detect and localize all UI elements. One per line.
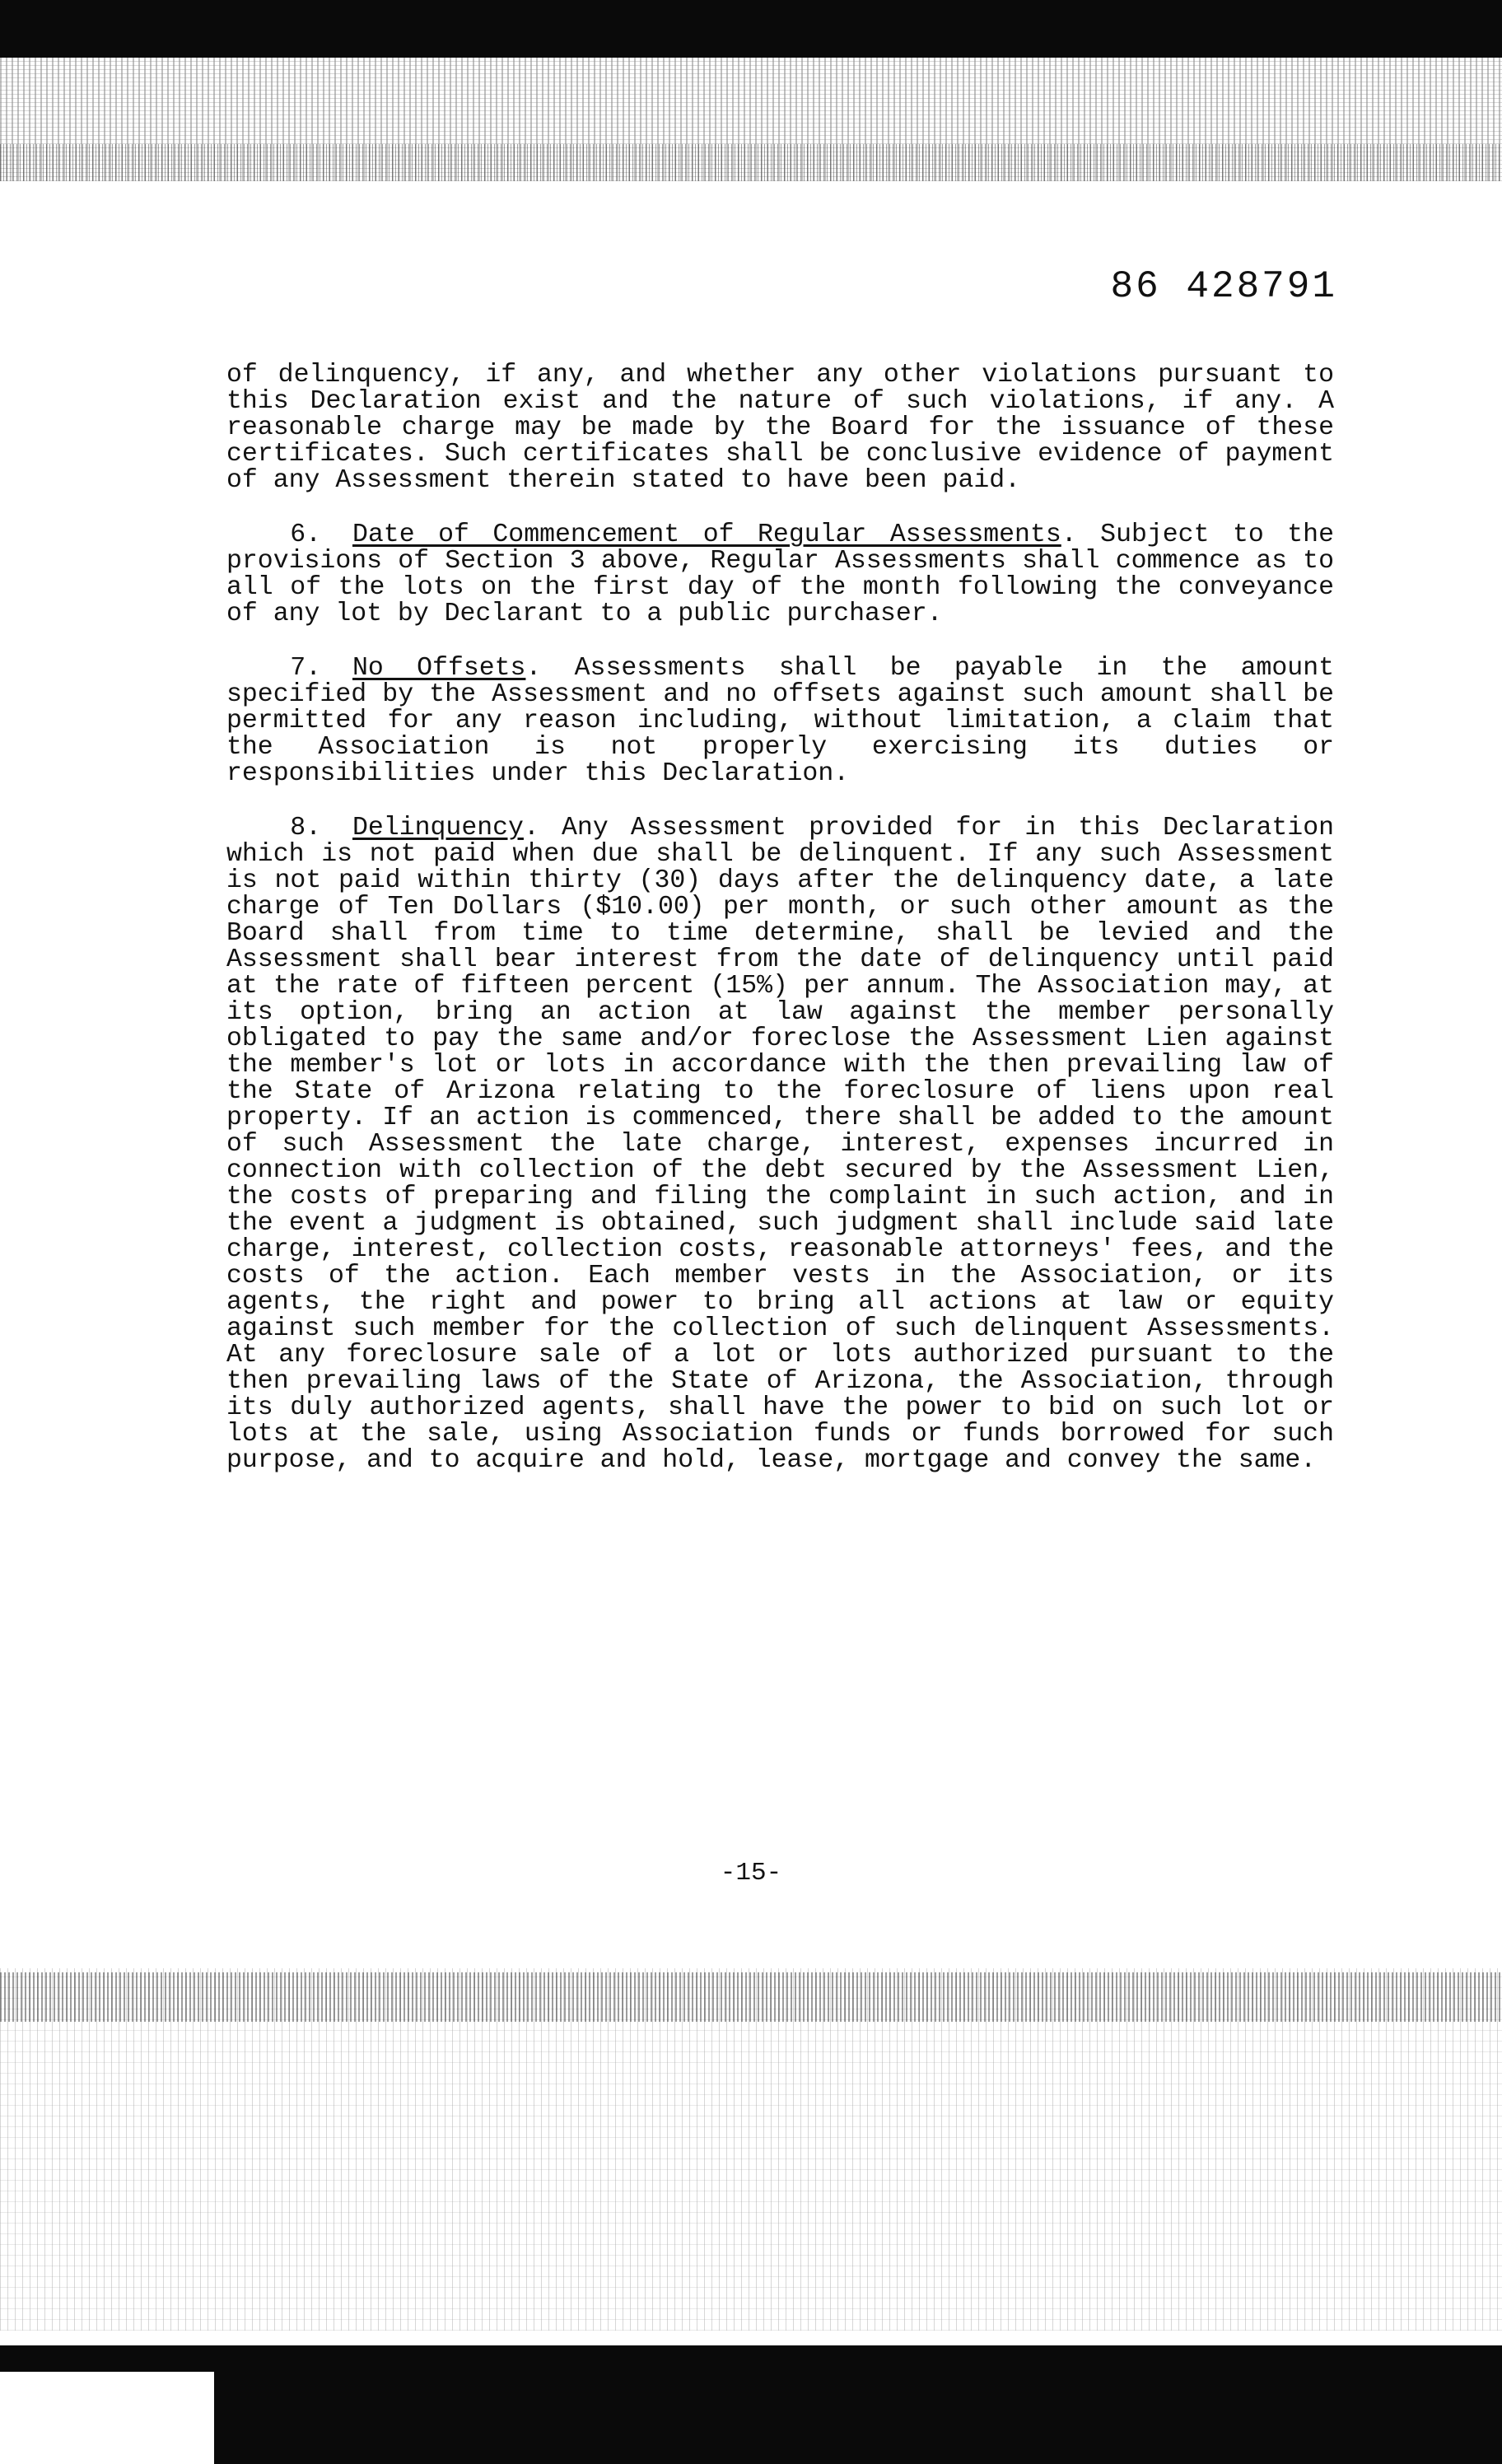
recording-number: 86 428791 [1110,265,1337,308]
section-number: 6. [290,520,321,549]
section-paragraph-6: 6. Date of Commencement of Regular Assessments. Subject to the provisions of Section 3 above, Regular Assessments shall commence as to all of the lots on the first day of the month following the conveyance of any lot by Declarant to a public purchaser. [226,520,1334,628]
scan-top-border [0,0,1502,58]
scan-bottom-noise [0,1968,1502,2331]
document-body [226,362,1334,1502]
continuation-paragraph: of delinquency, if any, and whether any other violations pursuant to this Declaration exist and the nature of such violations, if any. A reasonable charge may be made by the Board for the issuance of these certificates. Such certificates shall be conclusive evidence of payment of any Assessment therein stated to have been paid. [226,361,1334,495]
section-number: 7. [290,654,321,683]
scan-top-noise-edge [0,144,1502,181]
section-paragraph-7: 7. No Offsets. Assessments shall be payable in the amount specified by the Assessment and no offsets against such amount shall be permitted for any reason including, without limitation, a claim that the Association is not properly exercising its duties or responsibilities under this Declaration. [226,654,1334,788]
section-heading: Date of Commencement of Regular Assessments [352,520,1061,549]
section-paragraph-8: 8. Delinquency. Any Assessment provided for in this Declaration which is not paid when due shall be delinquent. If any such Assessment is not paid within thirty (30) days after the delinquency date, a late charge of Ten Dollars ($10.00) per month, or such other amount as the Board shall from time to time determine, shall be levied and the Assessment shall bear interest from the date of delinquency until paid at the rate of fifteen percent (15%) per annum. The Association may, at its option, bring an action at law against the member personally obligated to pay the same and/or foreclose the Assessment Lien against the member's lot or lots in accordance with the then prevailing law of the State of Arizona relating to the foreclosure of liens upon real property. If an action is commenced, there shall be added to the amount of such Assessment the late charge, interest, expenses incurred in connection with collection of the debt secured by the Assessment Lien, the costs of preparing and filing the complaint in such action, and in the event a judgment is obtained, such judgment shall include said late charge, interest, collection costs, reasonable attorneys' fees, and the costs of the action. Each member vests in the Association, or its agents, the right and power to bring all actions at law or equity against such member for the collection of such delinquent Assessments. At any foreclosure sale of a lot or lots authorized pursuant to the then prevailing laws of the State of Arizona, the Association, through its duly authorized agents, shall have the power to bid on such lot or lots at the sale, using Association funds or funds borrowed for such purpose, and to acquire and hold, lease, mortgage and convey the same. [226,814,1335,1475]
scan-bottom-noise-edge [0,1972,1502,2022]
page-number: -15- [720,1859,782,1888]
section-text: Assessments shall be payable in the amount specified by the Assessment and no offsets against such amount shall be permitted for any reason including, without limitation, a claim that the Association is not properly exercising its duties or responsibilities under this Declaration. [226,654,1334,788]
section-heading: Delinquency [352,814,524,842]
section-text: Subject to the provisions of Section 3 above, Regular Assessments shall commence as to all of the lots on the first day of the month following the conveyance of any lot by Declarant to a public purchaser. [226,520,1334,628]
section-heading: No Offsets [352,654,526,683]
section-number: 8. [290,814,321,842]
section-text: Any Assessment provided for in this Declaration which is not paid when due shall be delinquent. If any such Assessment is not paid within thirty (30) days after the delinquency date, a late charge of Ten Dollars ($10.00) per month, or such other amount as the Board shall from time to time determine, shall be levied and the Assessment shall bear interest from the date of delinquency until paid at the rate of fifteen percent (15%) per annum. The Association may, at its option, bring an action at law against the member personally obligated to pay the same and/or foreclose the Assessment Lien against the member's lot or lots in accordance with the then prevailing law of the State of Arizona relating to the foreclosure of liens upon real property. If an action is commenced, there shall be added to the amount of such Assessment the late charge, interest, expenses incurred in connection with collection of the debt secured by the Assessment Lien, the costs of preparing and filing the complaint in such action, and in the event a judgment is obtained, such judgment shall include said late charge, interest, collection costs, reasonable attorneys' fees, and the costs of the action. Each member vests in the Association, or its agents, the right and power to bring all actions at law or equity against such member for the collection of such delinquent Assessments. At any foreclosure sale of a lot or lots authorized pursuant to the then prevailing laws of the State of Arizona, the Association, through its duly authorized agents, shall have the power to bid on such lot or lots at the sale, using Association funds or funds borrowed for such purpose, and to acquire and hold, lease, mortgage and convey the same. [226,814,1335,1475]
scan-bottom-border [0,2345,1502,2464]
scan-bottom-light-patch [0,2372,214,2464]
